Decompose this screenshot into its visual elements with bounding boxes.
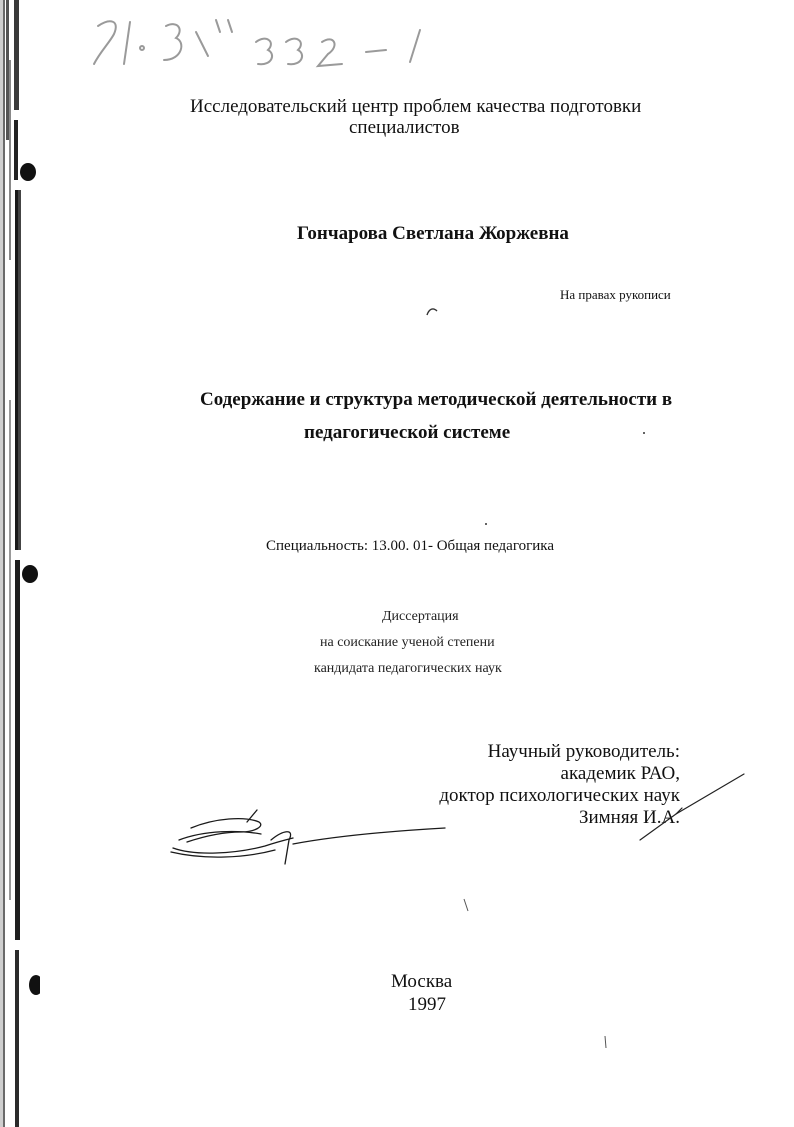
- advisor-name: Зимняя И.А.: [578, 807, 680, 828]
- scan-speck: [602, 1035, 610, 1049]
- scan-speck: [485, 523, 487, 525]
- handwritten-catalog-number: [90, 12, 450, 72]
- degree-purpose-line: на соискание ученой степени: [320, 635, 495, 650]
- publication-year: 1997: [408, 994, 446, 1015]
- author-signature: [165, 800, 455, 880]
- advisor-signature-stroke: [630, 770, 750, 850]
- advisor-title2: доктор психологических наук: [439, 785, 680, 806]
- scan-speck: [643, 432, 645, 434]
- dissertation-title-line2: педагогической системе: [304, 422, 511, 443]
- advisor-title1: академик РАО,: [560, 763, 680, 784]
- publication-city: Москва: [391, 971, 453, 992]
- dissertation-label: Диссертация: [382, 609, 459, 624]
- author-name: Гончарова Светлана Жоржевна: [297, 223, 569, 244]
- specialty-line: Специальность: 13.00. 01- Общая педагогика: [266, 538, 555, 554]
- dissertation-title-line1: Содержание и структура методической деятельности в: [200, 389, 673, 410]
- institution-name-line1: Исследовательский центр проблем качества подготовки: [190, 96, 642, 117]
- scan-binding-edge: [0, 0, 40, 1127]
- advisor-label: Научный руководитель:: [487, 741, 680, 762]
- institution-name-line2: специалистов: [349, 117, 460, 138]
- caret-scan-mark: [425, 305, 439, 317]
- rights-note: На правах рукописи: [560, 287, 671, 302]
- scan-speck: [462, 898, 470, 912]
- degree-name-line: кандидата педагогических наук: [314, 661, 502, 676]
